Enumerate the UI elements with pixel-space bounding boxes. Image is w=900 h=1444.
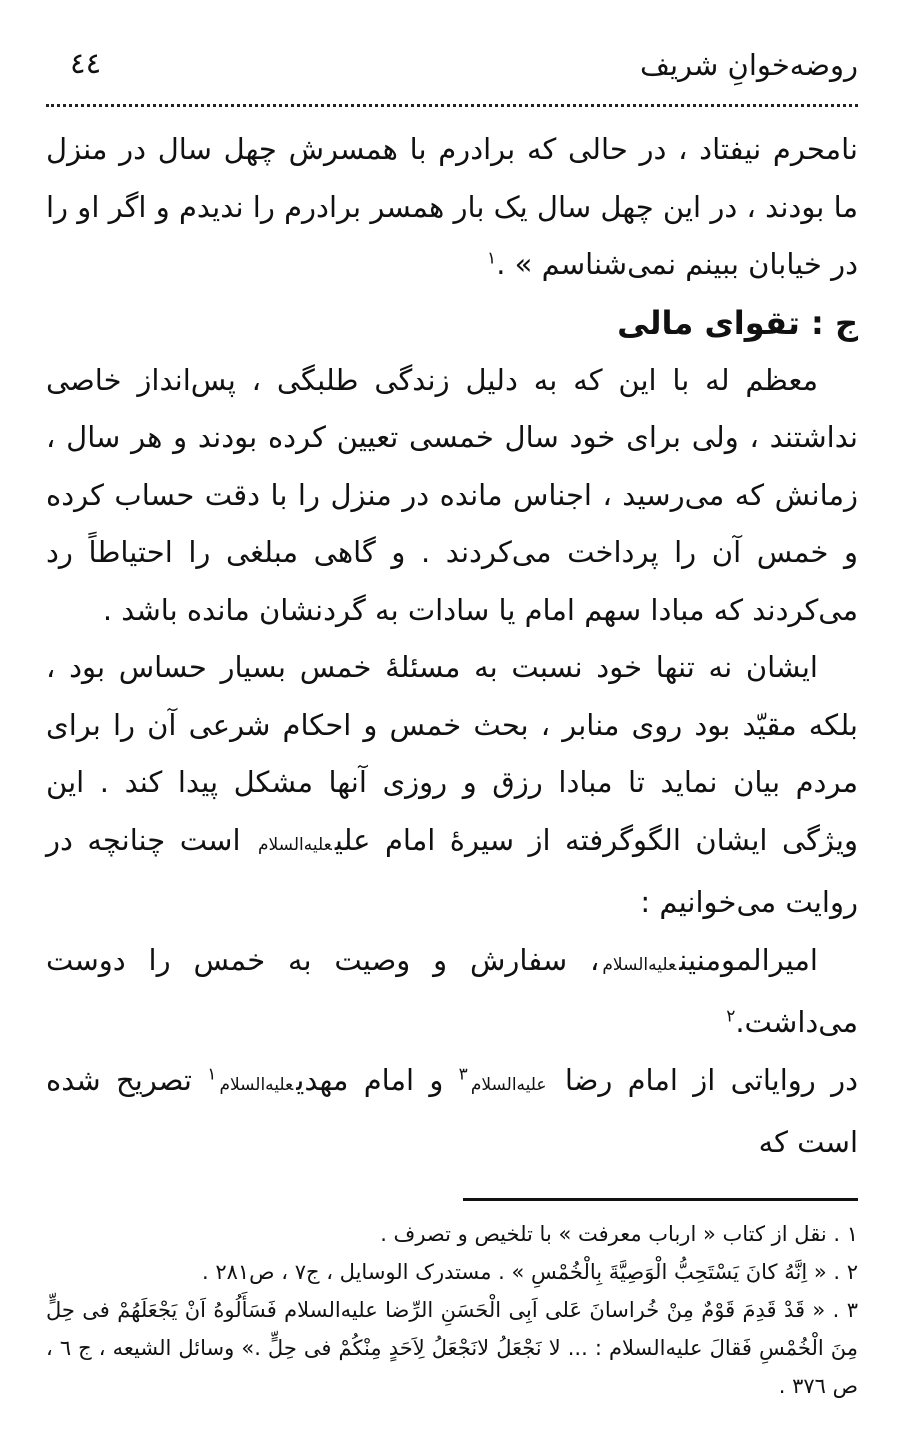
paragraph [46,121,858,294]
paragraph-text: است چنانچه در روایت می‌خوانیم : [46,822,858,919]
paragraph-text: ، سفارش و وصیت به خمس را دوست می‌داشت. [46,942,858,1039]
paragraph: معظم له با این که به دلیل زندگی طلبگی ، پس‌انداز خاصی نداشتند ، ولی برای خود سال خمسی تعیین کرده بودند و هر سال ، زمانش که می‌رسید ، اجناس مانده در منزل را با دقت حساب کرده و خمس آن را پرداخت می‌کردند . و گاهی مبلغی را احتیاطاً رد می‌کردند که مبادا سهم امام یا سادات به گردنشان مانده باشد . [46,362,858,627]
body-text [46,121,858,1172]
page-number: ٤٤ [70,46,102,80]
honorific-glyph: علیه‌السلام [219,1074,294,1095]
paragraph-text: امیرالمومنین [679,942,818,977]
footnote-marker: ٣ [458,1063,468,1084]
paragraph [46,1052,858,1172]
page-header [46,40,858,100]
honorific-glyph: علیه‌السلام [602,954,677,975]
paragraph-text: نامحرم نیفتاد ، در حالی که برادرم با همسرش چهل سال در منزل ما بودند ، در این چهل سال یک بار همسر برادرم را ندیدم و اگر او را در خیابان ببینم نمی‌شناسم » . [46,132,858,281]
paragraph-text: و امام مهدی [296,1062,444,1097]
footnote-marker: ١ [487,248,497,269]
footnote-separator [463,1198,858,1201]
section-heading: ج : تقوای مالی [617,303,858,342]
paragraph-text: ایشان نه تنها خود نسبت به مسئلهٔ خمس بسیار حساس بود ، بلکه مقیّد بود روی منابر ، بحث خمس و احکام شرعی آن را برای مردم بیان نماید تا مبادا رزق و روزی آنها مشکل پیدا کند . این ویژگی ایشان الگوگرفته از سیرهٔ امام علی [46,650,859,857]
footnotes [46,1215,858,1405]
honorific-glyph: علیه‌السلام [470,1074,547,1095]
honorific-glyph: علیه‌السلام [258,834,332,855]
running-title: روضه‌خوانِ شریف [639,48,858,82]
paragraph [46,932,858,1052]
paragraph-text: تصریح شده است که [46,1062,858,1159]
footnote-2: ٢ . « اِنَّهُ کانَ یَسْتَحِبُّ الْوَصِیَّةَ بِالْخُمْسِ » . مستدرک الوسایل ، ج٧ ، ص٢٨١ . [201,1259,858,1284]
footnote-marker: ١ [207,1063,217,1084]
footnote-marker: ٢ [726,1006,736,1027]
paragraph-text: در روایاتی از امام رضا [564,1062,859,1097]
footnote-1: ١ . نقل از کتاب « ارباب معرفت » با تلخیص و تصرف . [380,1221,858,1246]
footnote-3: ٣ . « قَدْ قَدِمَ قَوْمٌ مِنْ خُراسانَ عَلی اَبِی الْحَسَنِ الرِّضا علیه‌السلام فَسَأَلُوهُ اَنْ یَجْعَلَهُمْ فی حِلٍّ مِنَ الْخُمْسِ فَقالَ علیه‌السلام : ... لا نَجْعَلُ لانَجْعَلُ لِاَحَدٍ مِنْکُمْ فی حِلٍّ .» وسائل الشیعه ، ج ٦ ، ص ٣٧٦ . [46,1297,858,1398]
header-dotted-divider [46,104,858,107]
paragraph [46,639,858,932]
page [46,40,858,1405]
